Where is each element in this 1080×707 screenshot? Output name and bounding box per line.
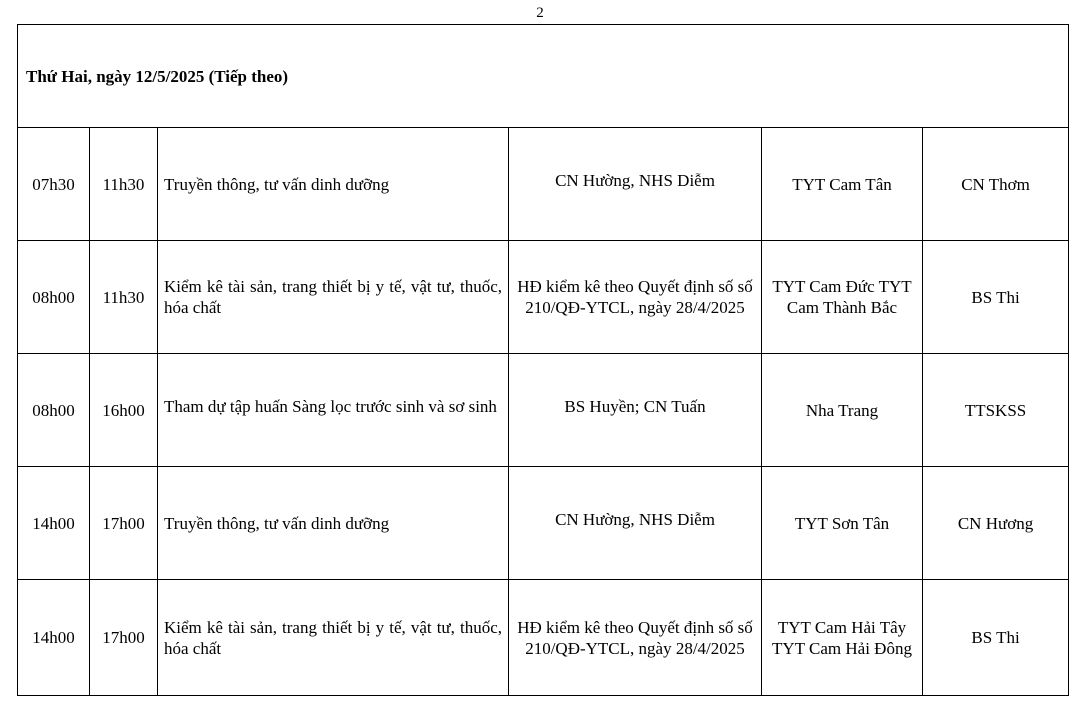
lead: BS Thi — [923, 580, 1069, 696]
location: TYT Cam Đức TYT Cam Thành Bắc — [762, 241, 923, 354]
lead: CN Hương — [923, 467, 1069, 580]
table-row — [18, 580, 1069, 696]
task-description: Kiểm kê tài sản, trang thiết bị y tế, vật tư, thuốc, hóa chất — [158, 241, 509, 354]
table-row — [18, 467, 1069, 580]
participants — [509, 354, 762, 467]
end-time: 11h30 — [90, 241, 158, 354]
task-description: Truyền thông, tư vấn dinh dưỡng — [158, 467, 509, 580]
table-row — [18, 128, 1069, 241]
task-description: Truyền thông, tư vấn dinh dưỡng — [158, 128, 509, 241]
location: TYT Cam Hải Tây TYT Cam Hải Đông — [762, 580, 923, 696]
table-row — [18, 354, 1069, 467]
table-row — [18, 241, 1069, 354]
end-time: 16h00 — [90, 354, 158, 467]
start-time: 14h00 — [18, 467, 90, 580]
day-header-row — [18, 25, 1069, 128]
lead: CN Thơm — [923, 128, 1069, 241]
location: TYT Sơn Tân — [762, 467, 923, 580]
task-description — [158, 354, 509, 467]
location: TYT Cam Tân — [762, 128, 923, 241]
page-number: 2 — [536, 5, 544, 21]
participants — [509, 467, 762, 580]
participants-text: CN Hường, NHS Diễm — [555, 509, 715, 529]
location: Nha Trang — [762, 354, 923, 467]
day-header: Thứ Hai, ngày 12/5/2025 (Tiếp theo) — [18, 25, 1069, 128]
task-description: Kiểm kê tài sản, trang thiết bị y tế, vật tư, thuốc, hóa chất — [158, 580, 509, 696]
schedule-table — [17, 24, 1069, 696]
end-time: 11h30 — [90, 128, 158, 241]
participants: HĐ kiểm kê theo Quyết định số số 210/QĐ-YTCL, ngày 28/4/2025 — [509, 580, 762, 696]
start-time: 08h00 — [18, 241, 90, 354]
end-time: 17h00 — [90, 580, 158, 696]
participants — [509, 128, 762, 241]
participants-text: CN Hường, NHS Diễm — [555, 170, 715, 190]
start-time: 14h00 — [18, 580, 90, 696]
lead: BS Thi — [923, 241, 1069, 354]
start-time: 07h30 — [18, 128, 90, 241]
start-time: 08h00 — [18, 354, 90, 467]
participants-text: BS Huyền; CN Tuấn — [564, 396, 706, 416]
task-text: Tham dự tập huấn Sàng lọc trước sinh và sơ sinh — [164, 396, 497, 416]
participants: HĐ kiểm kê theo Quyết định số số 210/QĐ-YTCL, ngày 28/4/2025 — [509, 241, 762, 354]
end-time: 17h00 — [90, 467, 158, 580]
lead: TTSKSS — [923, 354, 1069, 467]
